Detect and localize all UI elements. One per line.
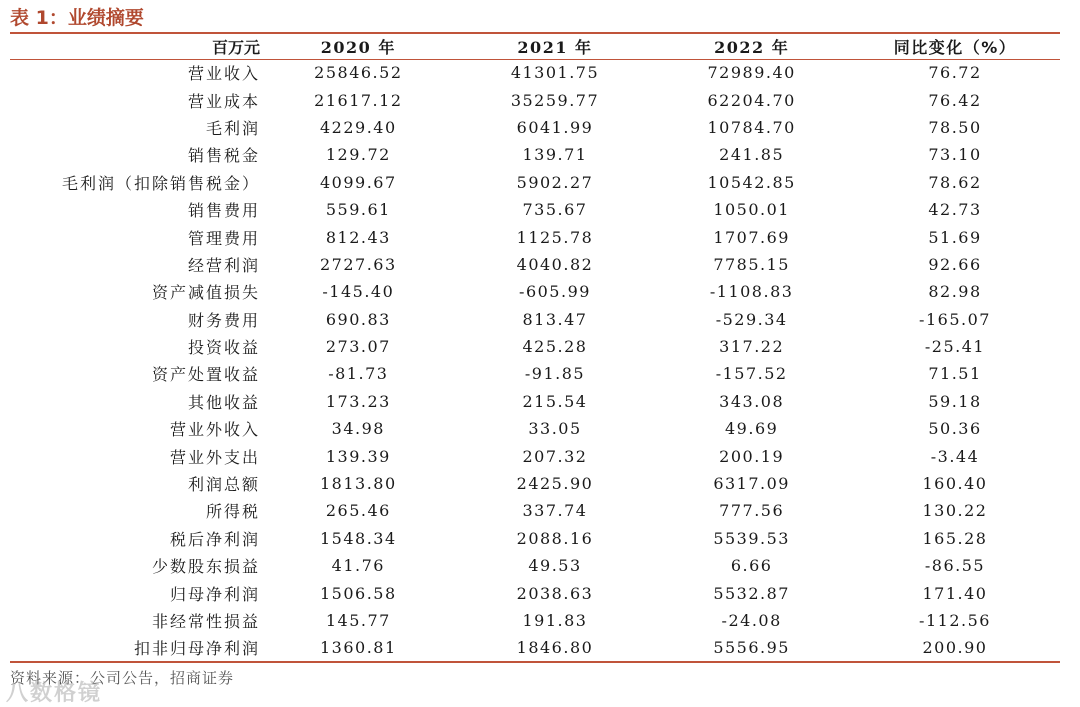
row-label: 利润总额 bbox=[187, 475, 260, 495]
table-row bbox=[10, 579, 1060, 606]
header-yoy: 同比变化（%） bbox=[893, 38, 1017, 57]
table-row bbox=[10, 333, 1060, 360]
value-2020: 690.83 bbox=[325, 309, 391, 329]
value-2020: 34.98 bbox=[331, 419, 385, 439]
value-yoy: 165.28 bbox=[922, 528, 988, 548]
table-row bbox=[10, 196, 1060, 223]
value-2022: -529.34 bbox=[715, 309, 788, 329]
table-row bbox=[10, 86, 1060, 113]
value-2022: -1108.83 bbox=[709, 282, 794, 302]
row-label: 其他收益 bbox=[187, 392, 260, 412]
value-2022: 62204.70 bbox=[707, 90, 796, 110]
row-label: 归母净利润 bbox=[169, 584, 260, 604]
value-2022: 1707.69 bbox=[713, 227, 790, 247]
table-body bbox=[10, 59, 1060, 662]
value-2020: 1360.81 bbox=[319, 638, 397, 658]
row-label: 毛利润（扣除销售税金） bbox=[61, 173, 260, 193]
value-yoy: -3.44 bbox=[930, 446, 980, 466]
value-2022: 1050.01 bbox=[713, 200, 790, 220]
value-2021: 4040.82 bbox=[516, 254, 594, 274]
value-2021: 813.47 bbox=[522, 309, 588, 329]
value-yoy: 71.51 bbox=[928, 364, 982, 384]
value-2020: 273.07 bbox=[325, 337, 391, 357]
bottom-rule bbox=[10, 661, 1060, 663]
value-2020: 139.39 bbox=[325, 446, 391, 466]
value-2020: 1813.80 bbox=[319, 474, 397, 494]
value-yoy: 59.18 bbox=[928, 391, 982, 411]
value-yoy: 200.90 bbox=[922, 638, 988, 658]
row-label: 销售税金 bbox=[187, 146, 260, 166]
value-2021: 215.54 bbox=[522, 391, 588, 411]
value-yoy: -112.56 bbox=[919, 611, 991, 630]
table-row bbox=[10, 525, 1060, 552]
value-2022: -157.52 bbox=[715, 364, 788, 384]
row-label: 营业外支出 bbox=[169, 447, 260, 467]
watermark: 八数格镜 bbox=[6, 681, 103, 706]
value-2022: -24.08 bbox=[721, 611, 782, 630]
value-2021: 1125.78 bbox=[516, 227, 594, 247]
table-row bbox=[10, 251, 1060, 278]
value-yoy: 160.40 bbox=[922, 474, 988, 494]
value-2020: 1548.34 bbox=[319, 528, 397, 548]
value-2021: 735.67 bbox=[522, 200, 588, 220]
value-2020: 4099.67 bbox=[319, 172, 397, 192]
value-2021: 33.05 bbox=[528, 419, 582, 439]
header-row bbox=[10, 34, 1060, 59]
value-2020: 265.46 bbox=[325, 501, 391, 521]
value-2020: 1506.58 bbox=[319, 583, 397, 603]
header-2022: 2022 年 bbox=[714, 38, 790, 57]
value-yoy: -25.41 bbox=[924, 337, 986, 357]
value-2022: 5539.53 bbox=[713, 528, 790, 548]
value-2022: 777.56 bbox=[719, 501, 785, 521]
value-2021: 337.74 bbox=[522, 501, 588, 521]
value-2020: 129.72 bbox=[325, 145, 391, 165]
value-2022: 7785.15 bbox=[713, 254, 790, 274]
value-2020: 812.43 bbox=[325, 227, 391, 247]
table-row bbox=[10, 223, 1060, 250]
value-2022: 241.85 bbox=[719, 145, 785, 165]
value-yoy: 76.42 bbox=[928, 90, 982, 110]
value-2022: 200.19 bbox=[719, 446, 785, 466]
value-2022: 10542.85 bbox=[707, 172, 796, 192]
row-label: 营业成本 bbox=[187, 91, 260, 111]
value-2020: 4229.40 bbox=[319, 117, 397, 137]
row-label: 资产减值损失 bbox=[151, 283, 260, 303]
value-yoy: -86.55 bbox=[924, 556, 986, 576]
value-2021: -91.85 bbox=[524, 364, 586, 384]
value-2020: 2727.63 bbox=[319, 254, 397, 274]
value-2020: -81.73 bbox=[328, 364, 389, 384]
header-unit: 百万元 bbox=[211, 38, 260, 57]
row-label: 毛利润 bbox=[205, 118, 260, 138]
value-2021: -605.99 bbox=[519, 282, 591, 302]
header-2021: 2021 年 bbox=[517, 38, 593, 57]
table-row bbox=[10, 114, 1060, 141]
row-label: 管理费用 bbox=[187, 228, 260, 248]
value-2020: -145.40 bbox=[322, 282, 395, 302]
value-2021: 35259.77 bbox=[510, 90, 600, 110]
value-2020: 145.77 bbox=[325, 611, 391, 630]
row-label: 营业收入 bbox=[187, 64, 260, 84]
value-2022: 49.69 bbox=[725, 419, 779, 439]
row-label: 营业外收入 bbox=[169, 420, 260, 440]
table-title: 表 1：业绩摘要 bbox=[10, 7, 144, 29]
row-label: 财务费用 bbox=[187, 310, 260, 330]
table-row bbox=[10, 634, 1060, 661]
value-2022: 317.22 bbox=[719, 337, 785, 357]
value-yoy: 42.73 bbox=[928, 200, 982, 220]
source-note: 资料来源：公司公告，招商证券 bbox=[10, 669, 235, 687]
value-2021: 191.83 bbox=[522, 611, 588, 630]
row-label: 非经常性损益 bbox=[151, 612, 260, 631]
value-2021: 2038.63 bbox=[516, 583, 594, 603]
value-2022: 6317.09 bbox=[713, 474, 790, 494]
value-2021: 5902.27 bbox=[516, 172, 594, 192]
row-label: 所得税 bbox=[205, 502, 260, 522]
value-2020: 559.61 bbox=[325, 200, 391, 220]
row-label: 扣非归母净利润 bbox=[133, 639, 260, 659]
value-yoy: 76.72 bbox=[928, 63, 982, 83]
value-yoy: -165.07 bbox=[919, 309, 991, 329]
value-yoy: 73.10 bbox=[928, 145, 982, 165]
header-2020: 2020 年 bbox=[320, 38, 396, 57]
value-yoy: 51.69 bbox=[928, 227, 982, 247]
value-2021: 1846.80 bbox=[516, 638, 594, 658]
value-2022: 5532.87 bbox=[713, 583, 790, 603]
value-yoy: 130.22 bbox=[922, 501, 988, 521]
table-row bbox=[10, 607, 1060, 634]
value-yoy: 92.66 bbox=[928, 254, 982, 274]
table-row bbox=[10, 442, 1060, 469]
table-row bbox=[10, 169, 1060, 196]
row-label: 少数股东损益 bbox=[151, 557, 260, 577]
table-row bbox=[10, 470, 1060, 497]
value-2021: 49.53 bbox=[528, 556, 582, 576]
value-yoy: 78.50 bbox=[928, 117, 982, 137]
row-label: 经营利润 bbox=[187, 255, 260, 275]
table-row bbox=[10, 278, 1060, 305]
value-2021: 6041.99 bbox=[516, 117, 594, 137]
table-row bbox=[10, 59, 1060, 86]
value-2021: 2088.16 bbox=[516, 528, 594, 548]
value-yoy: 171.40 bbox=[922, 583, 988, 603]
value-2022: 10784.70 bbox=[707, 117, 796, 137]
table-row bbox=[10, 552, 1060, 579]
value-yoy: 50.36 bbox=[928, 419, 982, 439]
row-label: 销售费用 bbox=[187, 201, 260, 221]
table-row bbox=[10, 415, 1060, 442]
table-row bbox=[10, 141, 1060, 168]
value-2020: 25846.52 bbox=[314, 63, 403, 83]
table-row bbox=[10, 388, 1060, 415]
value-2021: 41301.75 bbox=[510, 63, 600, 83]
value-2022: 72989.40 bbox=[707, 63, 796, 83]
row-label: 投资收益 bbox=[187, 338, 260, 358]
value-2021: 207.32 bbox=[522, 446, 588, 466]
value-2021: 425.28 bbox=[522, 337, 588, 357]
row-label: 税后净利润 bbox=[169, 529, 260, 549]
value-2021: 139.71 bbox=[522, 145, 588, 165]
table-row bbox=[10, 360, 1060, 387]
value-yoy: 78.62 bbox=[928, 172, 982, 192]
value-2022: 5556.95 bbox=[713, 638, 790, 658]
value-2022: 343.08 bbox=[719, 391, 785, 411]
header-rule bbox=[10, 59, 1060, 60]
table-row bbox=[10, 497, 1060, 524]
value-2020: 173.23 bbox=[325, 391, 391, 411]
value-2020: 41.76 bbox=[331, 556, 385, 576]
table-row bbox=[10, 306, 1060, 333]
earnings-summary-table bbox=[10, 34, 1060, 662]
value-2021: 2425.90 bbox=[516, 474, 594, 494]
value-2022: 6.66 bbox=[730, 556, 773, 576]
row-label: 资产处置收益 bbox=[151, 365, 260, 385]
value-yoy: 82.98 bbox=[928, 282, 982, 302]
value-2020: 21617.12 bbox=[314, 90, 403, 110]
